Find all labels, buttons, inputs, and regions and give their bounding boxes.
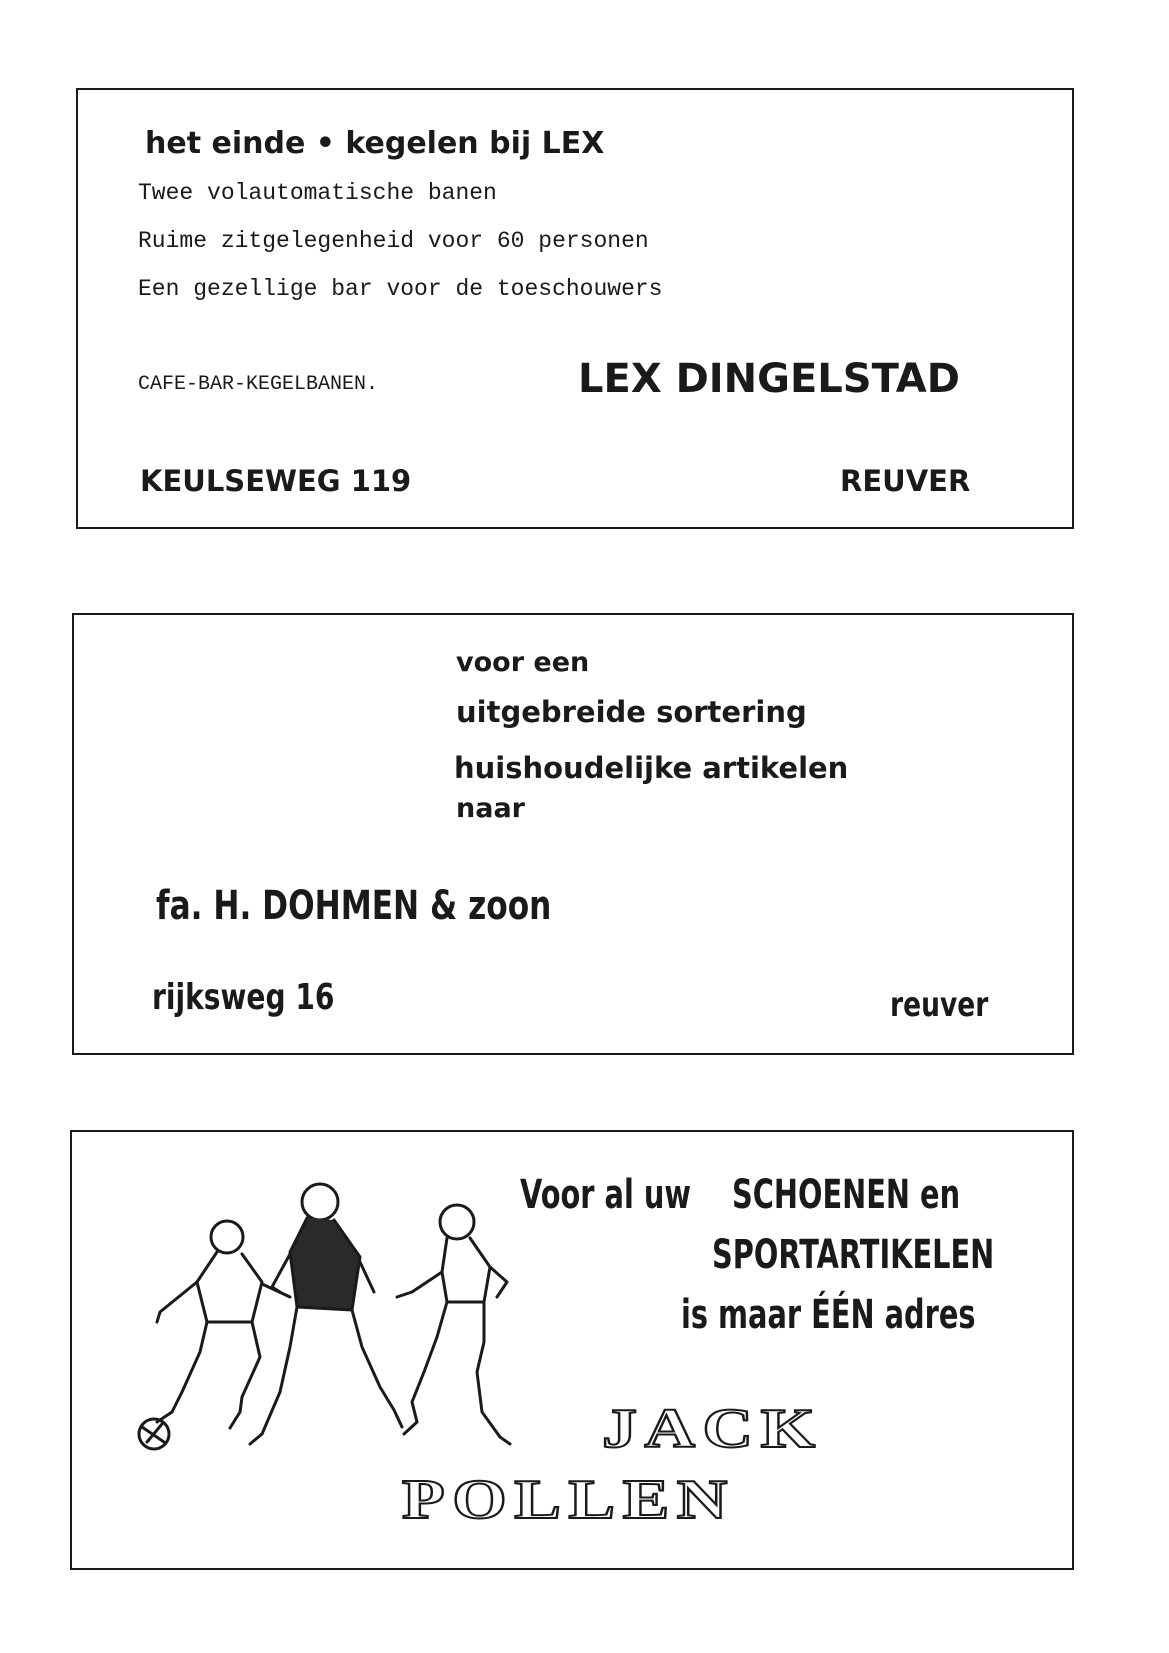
address: KEULSEWEG 119 (140, 464, 412, 498)
business-name: LEX DINGELSTAD (578, 356, 960, 402)
business-name-line-2: POLLEN (402, 1469, 735, 1531)
business-name-line-1: JACK (602, 1398, 823, 1460)
city: reuver (890, 985, 989, 1025)
ad-headline: het einde • kegelen bij LEX (145, 126, 605, 161)
ad-line-1b: SCHOENEN en (732, 1172, 961, 1218)
ad-line-2: uitgebreide sortering (456, 695, 807, 729)
ad-line-3: Een gezellige bar voor de toeschouwers (138, 276, 663, 302)
advertisement-lex-dingelstad (76, 88, 1074, 529)
ad-line-2: Ruime zitgelegenheid voor 60 personen (138, 228, 649, 254)
ad-line-1a: Voor al uw (520, 1172, 691, 1218)
football-players-illustration (112, 1172, 512, 1502)
ad-line-3: huishoudelijke artikelen (454, 751, 849, 785)
city: REUVER (840, 464, 971, 498)
advertisement-jack-pollen (70, 1130, 1074, 1570)
ad-line-4: naar (456, 793, 525, 824)
advertisement-dohmen (72, 613, 1074, 1055)
address: rijksweg 16 (152, 977, 335, 1018)
ad-line-2: SPORTARTIKELEN (712, 1232, 995, 1278)
business-name: fa. H. DOHMEN & zoon (156, 883, 552, 929)
ad-category: CAFE-BAR-KEGELBANEN. (138, 373, 379, 396)
ad-line-1: Twee volautomatische banen (138, 180, 497, 206)
ad-line-3: is maar ÉÉN adres (681, 1292, 976, 1338)
ad-line-1: voor een (456, 647, 590, 678)
